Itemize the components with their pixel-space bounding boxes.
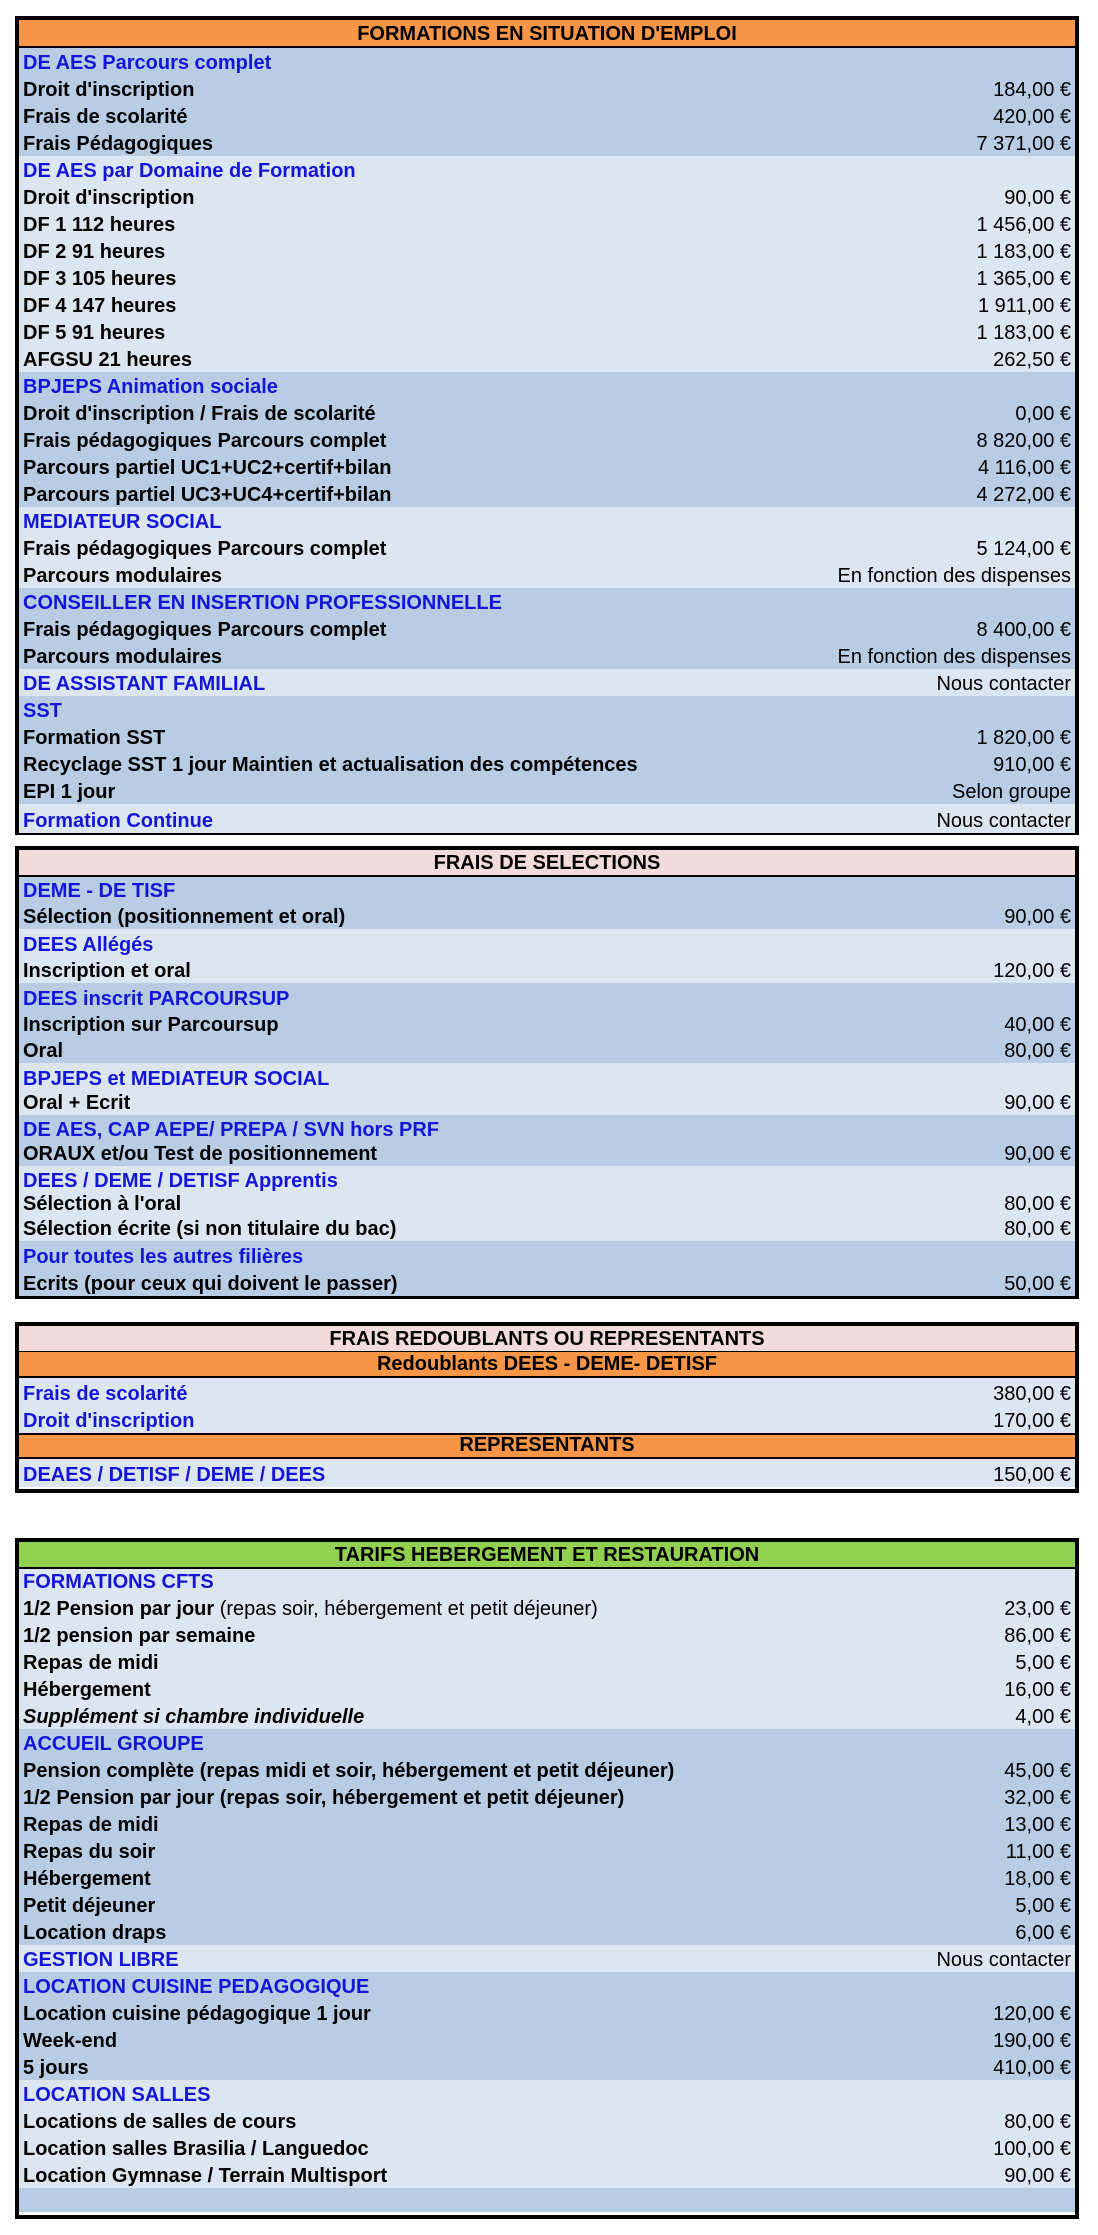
price-value: 1 911,00 € xyxy=(977,295,1071,317)
row-label: AFGSU 21 heures xyxy=(23,349,192,371)
table-row xyxy=(19,1091,1075,1115)
section-title: Formation Continue xyxy=(23,810,213,832)
table-header-text: FORMATIONS EN SITUATION D'EMPLOI xyxy=(357,23,737,45)
section-title: LOCATION SALLES xyxy=(23,2084,211,2106)
price-value: 1 820,00 € xyxy=(976,727,1071,749)
price-value: 120,00 € xyxy=(993,2003,1071,2025)
price-value: 7 371,00 € xyxy=(976,133,1071,155)
section-title: Droit d'inscription xyxy=(23,1410,195,1432)
table-header xyxy=(19,850,1075,877)
section-row xyxy=(19,1569,1075,1594)
price-value: 16,00 € xyxy=(1004,1679,1071,1701)
section-row xyxy=(19,372,1075,399)
section-row xyxy=(19,804,1075,833)
section-row xyxy=(19,588,1075,615)
table-row xyxy=(19,1864,1075,1891)
section-row xyxy=(19,669,1075,696)
section-row xyxy=(19,983,1075,1011)
section-row xyxy=(19,2080,1075,2107)
table-row xyxy=(19,2053,1075,2080)
table-row xyxy=(19,1918,1075,1945)
price-value: 190,00 € xyxy=(993,2030,1071,2052)
table-row xyxy=(19,264,1075,291)
frais-selections-table xyxy=(15,846,1079,1299)
section-title: DEES / DEME / DETISF Apprentis xyxy=(23,1170,338,1192)
row-label: Pension complète (repas midi et soir, hébergement et petit déjeuner) xyxy=(23,1760,675,1782)
table-row xyxy=(19,1837,1075,1864)
price-value: 100,00 € xyxy=(993,2138,1071,2160)
row-label: Repas de midi xyxy=(23,1814,159,1836)
price-value: 50,00 € xyxy=(1004,1273,1071,1295)
section-title: BPJEPS et MEDIATEUR SOCIAL xyxy=(23,1068,330,1090)
row-label: Frais de scolarité xyxy=(23,106,188,128)
section-title: Pour toutes les autres filières xyxy=(23,1246,304,1268)
row-label: ORAUX et/ou Test de positionnement xyxy=(23,1143,378,1165)
section-title: FORMATIONS CFTS xyxy=(23,1571,214,1593)
row-label: DF 2 91 heures xyxy=(23,241,166,263)
row-label: Location Gymnase / Terrain Multisport xyxy=(23,2165,388,2187)
table-row xyxy=(19,1269,1075,1296)
row-label: Frais pédagogiques Parcours complet xyxy=(23,619,387,641)
table-row xyxy=(19,345,1075,372)
row-label: Inscription sur Parcoursup xyxy=(23,1014,279,1036)
price-value: 1 183,00 € xyxy=(976,241,1071,263)
section-row xyxy=(19,1945,1075,1972)
price-value: 80,00 € xyxy=(1004,1040,1071,1062)
row-label: Oral xyxy=(23,1040,64,1062)
table-row xyxy=(19,2161,1075,2188)
row-label: Repas de midi xyxy=(23,1652,159,1674)
row-label: Sélection (positionnement et oral) xyxy=(23,906,346,928)
table-row xyxy=(19,1810,1075,1837)
price-value: 410,00 € xyxy=(993,2057,1071,2079)
row-label: Frais pédagogiques Parcours complet xyxy=(23,538,387,560)
section-title: SST xyxy=(23,700,62,722)
price-value: 5 124,00 € xyxy=(976,538,1071,560)
section-row xyxy=(19,1972,1075,1999)
price-value: 80,00 € xyxy=(1004,1193,1071,1215)
price-value: 90,00 € xyxy=(1004,1143,1071,1165)
section-row xyxy=(19,1378,1075,1406)
price-value: 5,00 € xyxy=(1015,1895,1071,1917)
table-row xyxy=(19,1621,1075,1648)
table-row xyxy=(19,642,1075,669)
section-title: DEES Allégés xyxy=(23,934,154,956)
table-row xyxy=(19,75,1075,102)
price-value: 8 400,00 € xyxy=(976,619,1071,641)
section-row xyxy=(19,507,1075,534)
row-label: Week-end xyxy=(23,2030,118,2052)
table-row xyxy=(19,1783,1075,1810)
section-title: DEES inscrit PARCOURSUP xyxy=(23,988,290,1010)
price-value: 262,50 € xyxy=(993,349,1071,371)
row-label: Parcours modulaires xyxy=(23,646,222,668)
table-row xyxy=(19,723,1075,750)
price-value: 23,00 € xyxy=(1004,1598,1071,1620)
section-title: LOCATION CUISINE PEDAGOGIQUE xyxy=(23,1976,370,1998)
row-label: Recyclage SST 1 jour Maintien et actualisation des compétences xyxy=(23,754,638,776)
section-title: ACCUEIL GROUPE xyxy=(23,1733,204,1755)
row-label: Hébergement xyxy=(23,1679,151,1701)
table-header xyxy=(19,20,1075,48)
price-value: 18,00 € xyxy=(1004,1868,1071,1890)
table-row xyxy=(19,615,1075,642)
table-row xyxy=(19,1193,1075,1216)
section-row xyxy=(19,1241,1075,1269)
table-row xyxy=(19,1011,1075,1037)
row-label: Ecrits (pour ceux qui doivent le passer) xyxy=(23,1273,398,1295)
table-row xyxy=(19,1142,1075,1166)
table-row xyxy=(19,2026,1075,2053)
price-value: En fonction des dispenses xyxy=(837,646,1071,668)
table-row xyxy=(19,2134,1075,2161)
section-title: DEAES / DETISF / DEME / DEES xyxy=(23,1464,326,1486)
subheader-text: Redoublants DEES - DEME- DETISF xyxy=(376,1353,718,1375)
section-title: Frais de scolarité xyxy=(23,1383,188,1405)
table-row xyxy=(19,129,1075,156)
price-value: 120,00 € xyxy=(993,960,1071,982)
row-label: DF 3 105 heures xyxy=(23,268,177,290)
price-value: 6,00 € xyxy=(1015,1922,1071,1944)
price-value: 4 116,00 € xyxy=(977,457,1071,479)
row-label-main: 1/2 Pension par jour xyxy=(23,1598,215,1620)
row-label: Hébergement xyxy=(23,1868,151,1890)
row-label: Droit d'inscription xyxy=(23,187,195,209)
section-row xyxy=(19,1729,1075,1756)
table-row xyxy=(19,1675,1075,1702)
price-value: 90,00 € xyxy=(1004,2165,1071,2187)
row-label: Frais pédagogiques Parcours complet xyxy=(23,430,387,452)
row-label: Oral + Ecrit xyxy=(23,1092,131,1114)
table-row xyxy=(19,399,1075,426)
table-row xyxy=(19,102,1075,129)
section-title: GESTION LIBRE xyxy=(23,1949,179,1971)
price-value: 170,00 € xyxy=(993,1410,1071,1432)
table-row xyxy=(19,534,1075,561)
row-label: Repas du soir xyxy=(23,1841,156,1863)
row-label: Droit d'inscription xyxy=(23,79,195,101)
price-value: 40,00 € xyxy=(1004,1014,1071,1036)
price-value: En fonction des dispenses xyxy=(837,565,1071,587)
row-label: Location cuisine pédagogique 1 jour xyxy=(23,2003,371,2025)
section-row xyxy=(19,1459,1075,1487)
table-row xyxy=(19,1999,1075,2026)
row-label: Location draps xyxy=(23,1922,167,1944)
row-label: Sélection écrite (si non titulaire du bac) xyxy=(23,1218,397,1240)
table-row xyxy=(19,1216,1075,1241)
price-value: 910,00 € xyxy=(993,754,1071,776)
row-label: Locations de salles de cours xyxy=(23,2111,297,2133)
table-row xyxy=(19,480,1075,507)
price-value: 1 456,00 € xyxy=(976,214,1071,236)
price-value: 8 820,00 € xyxy=(976,430,1071,452)
table-header-text: FRAIS REDOUBLANTS OU REPRESENTANTS xyxy=(329,1328,765,1350)
table-header-text: TARIFS HEBERGEMENT ET RESTAURATION xyxy=(334,1544,760,1566)
table-header xyxy=(19,1326,1075,1352)
section-row xyxy=(19,696,1075,723)
section-title: DE ASSISTANT FAMILIAL xyxy=(23,673,266,695)
row-label: Formation SST xyxy=(23,727,166,749)
row-label: 1/2 pension par semaine xyxy=(23,1625,256,1647)
price-value: Nous contacter xyxy=(936,673,1071,695)
section-title: DEME - DE TISF xyxy=(23,880,176,902)
table-row xyxy=(19,183,1075,210)
row-label: DF 5 91 heures xyxy=(23,322,166,344)
section-row xyxy=(19,48,1075,75)
row-label: DF 4 147 heures xyxy=(23,295,177,317)
price-value: 5,00 € xyxy=(1015,1652,1071,1674)
table-row xyxy=(19,453,1075,480)
row-label: 5 jours xyxy=(23,2057,89,2079)
price-value: 150,00 € xyxy=(993,1464,1071,1486)
price-value: 4 272,00 € xyxy=(976,484,1071,506)
row-label: Supplément si chambre individuelle xyxy=(23,1706,365,1728)
table-row xyxy=(19,210,1075,237)
section-title: DE AES Parcours complet xyxy=(23,52,272,74)
price-value: 80,00 € xyxy=(1004,1218,1071,1240)
price-value: 1 365,00 € xyxy=(976,268,1071,290)
price-value: 80,00 € xyxy=(1004,2111,1071,2133)
hebergement-table xyxy=(15,1538,1079,2219)
row-label: DF 1 112 heures xyxy=(23,214,176,236)
table-row xyxy=(19,1594,1075,1621)
price-value: 420,00 € xyxy=(993,106,1071,128)
table-row xyxy=(19,237,1075,264)
row-label-detail: (repas soir, hébergement et petit déjeuner) xyxy=(214,1598,598,1620)
price-value: 45,00 € xyxy=(1004,1760,1071,1782)
table-row xyxy=(19,426,1075,453)
subheader-redoublants xyxy=(19,1352,1075,1378)
subheader-representants xyxy=(19,1433,1075,1459)
section-row xyxy=(19,877,1075,903)
table-row xyxy=(19,1648,1075,1675)
table-header xyxy=(19,1542,1075,1569)
row-label: Droit d'inscription / Frais de scolarité xyxy=(23,403,376,425)
price-value: 86,00 € xyxy=(1004,1625,1071,1647)
section-row xyxy=(19,1166,1075,1193)
section-title: CONSEILLER EN INSERTION PROFESSIONNELLE xyxy=(23,592,502,614)
table-row xyxy=(19,1702,1075,1729)
price-value: Nous contacter xyxy=(936,1949,1071,1971)
table-row xyxy=(19,2107,1075,2134)
table-row xyxy=(19,291,1075,318)
section-title: MEDIATEUR SOCIAL xyxy=(23,511,222,533)
row-label: Sélection à l'oral xyxy=(23,1193,182,1215)
subheader-text: REPRESENTANTS xyxy=(459,1434,635,1456)
price-value: 11,00 € xyxy=(1005,1841,1071,1863)
section-title: DE AES par Domaine de Formation xyxy=(23,160,356,182)
price-value: Selon groupe xyxy=(952,781,1071,803)
row-label: Parcours partiel UC1+UC2+certif+bilan xyxy=(23,457,392,479)
price-value: 1 183,00 € xyxy=(976,322,1071,344)
row-label: Parcours partiel UC3+UC4+certif+bilan xyxy=(23,484,392,506)
table-row xyxy=(19,750,1075,777)
price-value: 13,00 € xyxy=(1004,1814,1071,1836)
table-row xyxy=(19,318,1075,345)
price-value: 184,00 € xyxy=(993,79,1071,101)
section-row xyxy=(19,929,1075,957)
row-label: Location salles Brasilia / Languedoc xyxy=(23,2138,369,2160)
price-value: 380,00 € xyxy=(993,1383,1071,1405)
row-label: Frais Pédagogiques xyxy=(23,133,214,155)
table-row xyxy=(19,1891,1075,1918)
section-row xyxy=(19,1063,1075,1091)
redoublants-table xyxy=(15,1322,1079,1493)
row-label: Petit déjeuner xyxy=(23,1895,156,1917)
formations-emploi-table xyxy=(15,16,1079,835)
section-row xyxy=(19,1115,1075,1142)
row-label: 1/2 Pension par jour (repas soir, hébergement et petit déjeuner) xyxy=(23,1787,625,1809)
section-title: DE AES, CAP AEPE/ PREPA / SVN hors PRF xyxy=(23,1119,440,1141)
row-label: Parcours modulaires xyxy=(23,565,222,587)
empty-row xyxy=(19,2188,1075,2212)
price-value: Nous contacter xyxy=(936,810,1071,832)
table-row xyxy=(19,1756,1075,1783)
table-row xyxy=(19,957,1075,983)
table-row xyxy=(19,561,1075,588)
table-row xyxy=(19,903,1075,929)
section-title: BPJEPS Animation sociale xyxy=(23,376,278,398)
section-row xyxy=(19,1406,1075,1433)
row-label xyxy=(23,1597,598,1621)
price-value: 4,00 € xyxy=(1015,1706,1071,1728)
price-value: 0,00 € xyxy=(1015,403,1071,425)
row-label: Inscription et oral xyxy=(23,960,191,982)
section-row xyxy=(19,156,1075,183)
price-value: 90,00 € xyxy=(1004,906,1071,928)
price-value: 90,00 € xyxy=(1004,1092,1071,1114)
price-value: 32,00 € xyxy=(1004,1787,1071,1809)
row-label: EPI 1 jour xyxy=(23,781,116,803)
table-row xyxy=(19,1037,1075,1063)
price-value: 90,00 € xyxy=(1004,187,1071,209)
table-header-text: FRAIS DE SELECTIONS xyxy=(433,852,661,874)
table-row xyxy=(19,777,1075,804)
